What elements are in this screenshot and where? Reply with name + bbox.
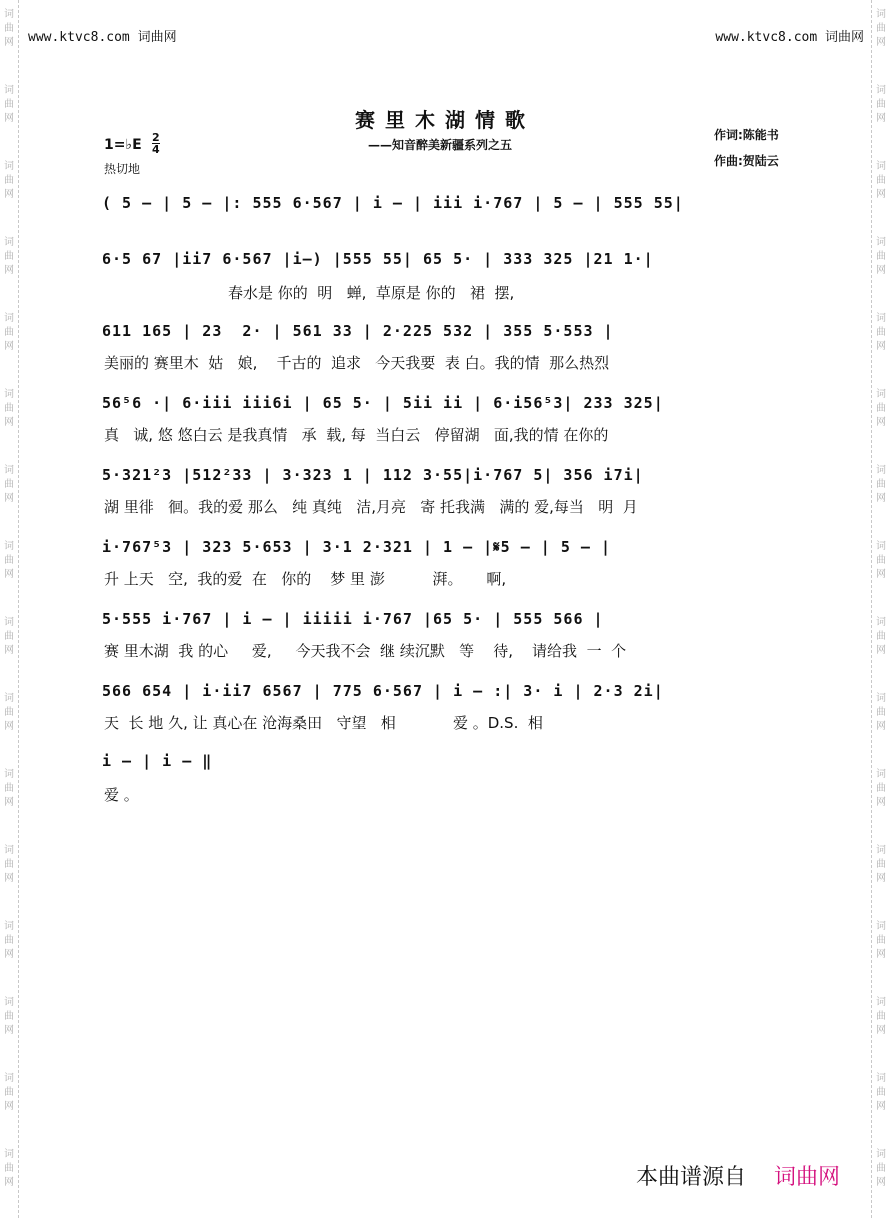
notation-row: 6·5 67 |ii7 6·567 |i—) |555 55| 65 5· | 333 325 |21 1·| (102, 250, 654, 268)
lyrics-row: 升 上天 空, 我的爱 在 你的 梦 里 澎 湃。 啊, (104, 570, 507, 588)
side-watermark: 词曲网 (4, 541, 14, 580)
side-watermark: 词曲网 (876, 9, 886, 48)
side-watermark: 词曲网 (4, 1149, 14, 1188)
side-watermark: 词曲网 (876, 1073, 886, 1112)
notation-row: 566 654 | i·ii7 6567 | 775 6·567 | i — :| 3· i | 2·3 2i| (102, 682, 664, 700)
footer-brand-link[interactable]: 词曲网 (774, 1165, 841, 1190)
side-watermark: 词曲网 (4, 237, 14, 276)
notation-row: 5·321²3 |512²33 | 3·323 1 | 112 3·55|i·767 5| 356 i7i| (102, 466, 644, 484)
notation-row: i — | i — ‖ (102, 752, 213, 770)
notation-row: 611 165 | 23 2· | 561 33 | 2·225 532 | 355 5·553 | (102, 322, 614, 340)
side-watermark: 词曲网 (876, 85, 886, 124)
lyrics-row: 春水是 你的 明 蝉, 草原是 你的 裙 摆, (104, 284, 515, 302)
side-watermark: 词曲网 (4, 769, 14, 808)
side-watermark: 词曲网 (876, 921, 886, 960)
composer-credit: 作曲:贺陆云 (714, 154, 779, 168)
side-watermark: 词曲网 (4, 161, 14, 200)
side-watermark: 词曲网 (876, 465, 886, 504)
right-watermark-strip (871, 0, 890, 1218)
lyrics-row: 美丽的 赛里木 姑 娘, 千古的 追求 今天我要 表 白。我的情 那么热烈 (104, 354, 610, 372)
side-watermark: 词曲网 (4, 389, 14, 428)
side-watermark: 词曲网 (4, 617, 14, 656)
side-watermark: 词曲网 (4, 845, 14, 884)
notation-row: ( 5 — | 5 — |: 555 6·567 | i — | iii i·767 | 5 — | 555 55| (102, 194, 684, 212)
side-watermark: 词曲网 (876, 161, 886, 200)
side-watermark: 词曲网 (876, 617, 886, 656)
footer-source-text: 本曲谱源自 (636, 1165, 747, 1190)
lyrics-row: 爱 。 (104, 786, 139, 804)
notation-row: 56⁵6 ·| 6·iii iii6i | 65 5· | 5ii ii | 6·i56⁵3| 233 325| (102, 394, 664, 412)
side-watermark: 词曲网 (4, 997, 14, 1036)
side-watermark: 词曲网 (876, 845, 886, 884)
meter-top: 2 (152, 131, 160, 144)
side-watermark: 词曲网 (4, 921, 14, 960)
time-signature (152, 132, 160, 155)
side-watermark: 词曲网 (876, 313, 886, 352)
side-watermark: 词曲网 (4, 465, 14, 504)
side-watermark: 词曲网 (876, 1149, 886, 1188)
side-watermark: 词曲网 (876, 541, 886, 580)
notation-row: i·767⁵3 | 323 5·653 | 3·1 2·321 | 1 — |𝄋5 — | 5 — | (102, 538, 611, 556)
notation-row: 5·555 i·767 | i — | iiiii i·767 |65 5· | 555 566 | (102, 610, 604, 628)
site-url-left[interactable]: www.ktvc8.com 词曲网 (28, 30, 177, 45)
lyrics-row: 天 长 地 久, 让 真心在 沧海桑田 守望 相 爱 。D.S. 相 (104, 714, 543, 732)
side-watermark: 词曲网 (4, 313, 14, 352)
tempo-marking: 热切地 (104, 162, 141, 176)
side-watermark: 词曲网 (4, 693, 14, 732)
side-watermark: 词曲网 (4, 85, 14, 124)
key-signature: 1=♭E (104, 137, 142, 153)
song-title: 赛里木湖情歌 (355, 108, 535, 132)
side-watermark: 词曲网 (876, 769, 886, 808)
lyrics-row: 赛 里木湖 我 的心 爱, 今天我不会 继 续沉默 等 待, 请给我 一 个 (104, 642, 627, 660)
left-watermark-strip (0, 0, 19, 1218)
side-watermark: 词曲网 (876, 997, 886, 1036)
meter-bottom: 4 (152, 143, 160, 156)
lyrics-row: 湖 里徘 徊。我的爱 那么 纯 真纯 洁,月亮 寄 托我满 满的 爱,每当 明 月 (104, 498, 638, 516)
side-watermark: 词曲网 (4, 1073, 14, 1112)
site-url-right[interactable]: www.ktvc8.com 词曲网 (715, 30, 864, 45)
lyrics-row: 真 诚, 悠 悠白云 是我真情 承 载, 每 当白云 停留湖 面,我的情 在你的 (104, 426, 609, 444)
side-watermark: 词曲网 (876, 389, 886, 428)
side-watermark: 词曲网 (876, 693, 886, 732)
side-watermark: 词曲网 (4, 9, 14, 48)
song-subtitle: ——知音醉美新疆系列之五 (368, 138, 513, 152)
side-watermark: 词曲网 (876, 237, 886, 276)
lyricist-credit: 作词:陈能书 (714, 128, 779, 142)
